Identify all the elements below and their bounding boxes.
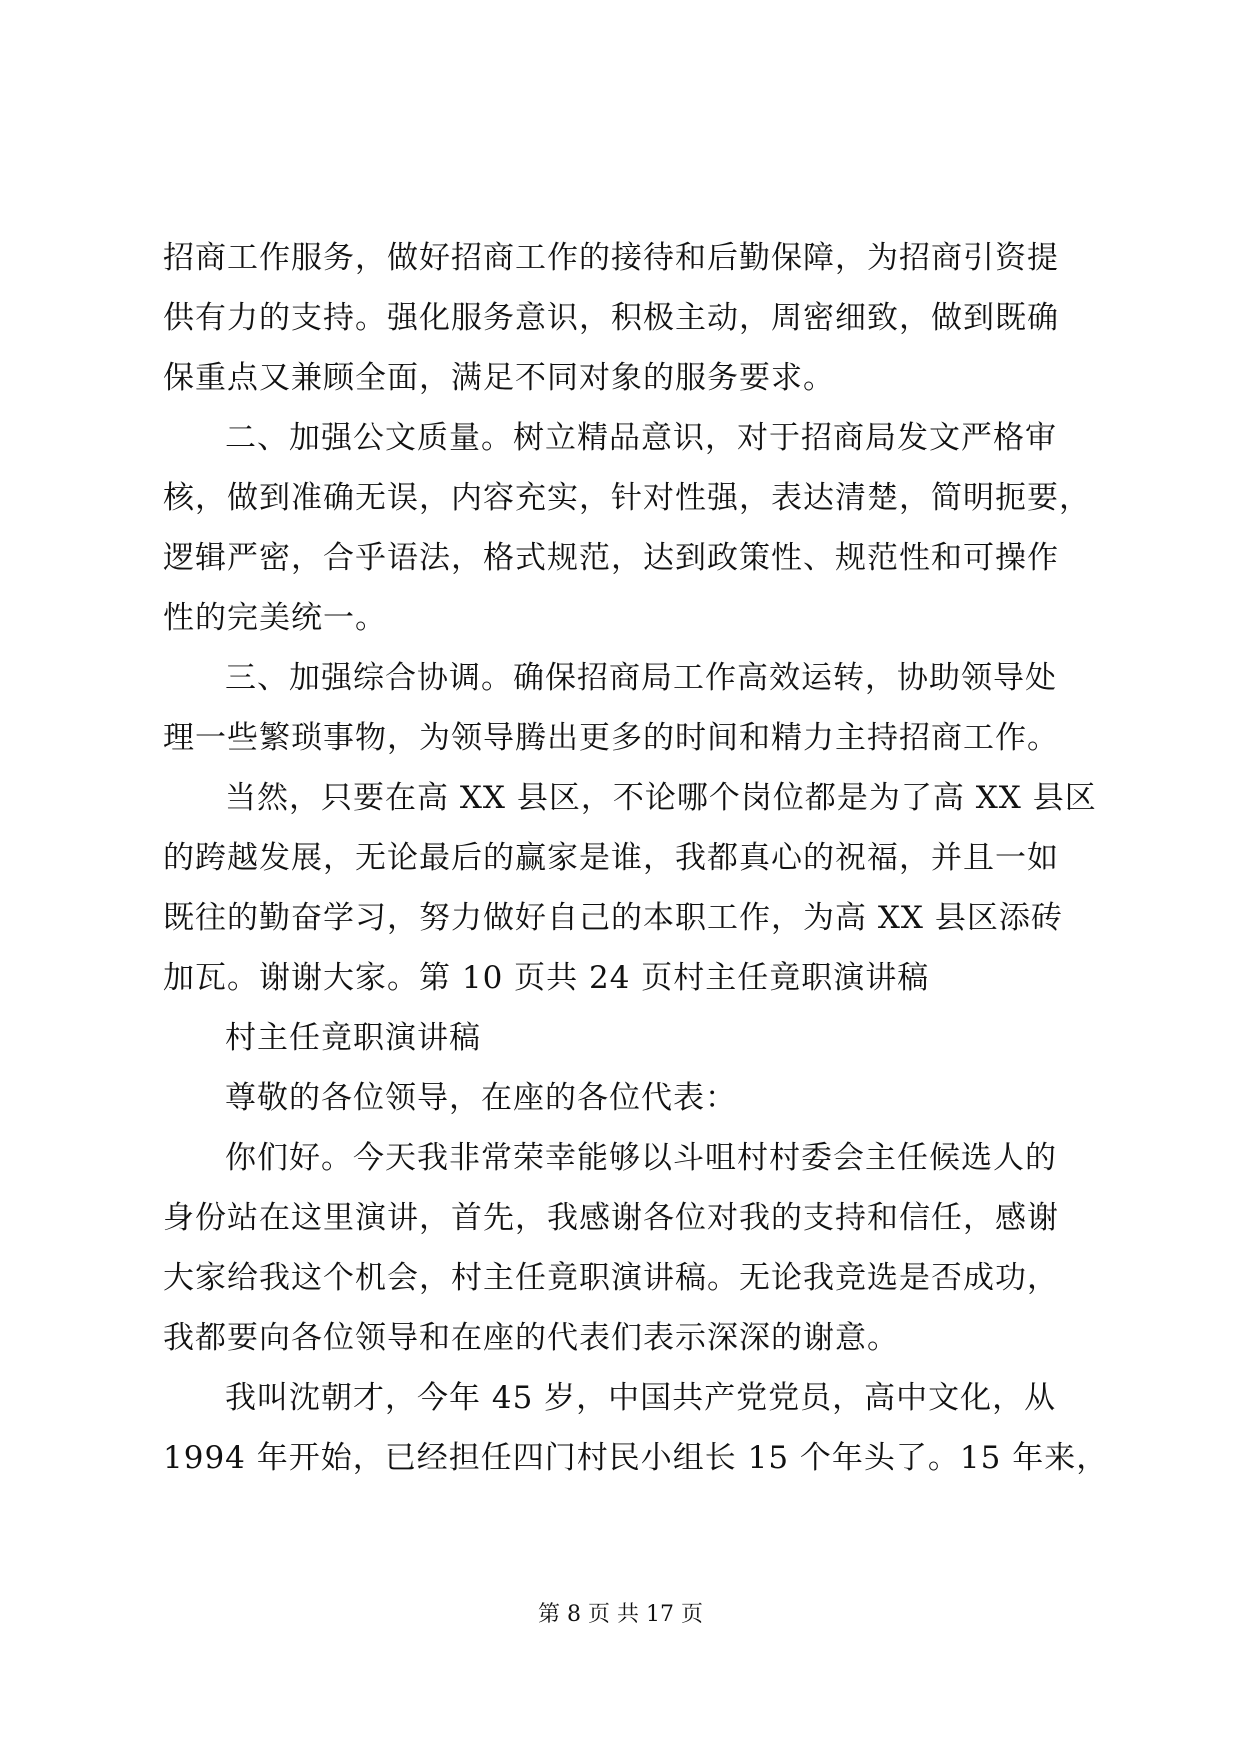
page-number-footer: 第 8 页 共 17 页: [538, 1602, 703, 1627]
text-line: 供有力的支持。强化服务意识，积极主动，周密细致，做到既确: [163, 300, 1059, 336]
text-line: 招商工作服务，做好招商工作的接待和后勤保障，为招商引资提: [163, 240, 1059, 276]
text-line: 我叫沈朝才，今年 45 岁，中国共产党党员，高中文化，从: [225, 1380, 1057, 1416]
text-line: 逻辑严密，合乎语法，格式规范，达到政策性、规范性和可操作: [163, 540, 1059, 576]
text-line: 身份站在这里演讲，首先，我感谢各位对我的支持和信任，感谢: [163, 1200, 1059, 1236]
paragraph-8: [163, 1368, 1109, 1488]
text-line: 既往的勤奋学习，努力做好自己的本职工作，为高 XX 县区添砖: [163, 900, 1063, 936]
text-line: 大家给我这个机会，村主任竟职演讲稿。无论我竞选是否成功，: [163, 1260, 1059, 1296]
paragraph-4: [163, 768, 1097, 1008]
section-title: [163, 1008, 1083, 1068]
document-body: [163, 228, 1109, 1488]
text-line: 的跨越发展，无论最后的赢家是谁，我都真心的祝福，并且一如: [163, 840, 1059, 876]
text-line: 加瓦。谢谢大家。第 10 页共 24 页村主任竟职演讲稿: [163, 960, 930, 996]
text-line: 我都要向各位领导和在座的代表们表示深深的谢意。: [163, 1320, 899, 1356]
text-line: 三、加强综合协调。确保招商局工作高效运转，协助领导处: [225, 660, 1057, 696]
paragraph-1: [163, 228, 1083, 408]
text-line: 1994 年开始，已经担任四门村民小组长 15 个年头了。15 年来，: [163, 1440, 1109, 1476]
text-line: 尊敬的各位领导，在座的各位代表：: [225, 1080, 737, 1116]
paragraph-2: [163, 408, 1091, 648]
text-line: 保重点又兼顾全面，满足不同对象的服务要求。: [163, 360, 835, 396]
paragraph-3: [163, 648, 1083, 768]
salutation: [163, 1068, 1083, 1128]
text-line: 你们好。今天我非常荣幸能够以斗咀村村委会主任候选人的: [225, 1140, 1057, 1176]
text-line: 理一些繁琐事物，为领导腾出更多的时间和精力主持招商工作。: [163, 720, 1059, 756]
text-line: 二、加强公文质量。树立精品意识，对于招商局发文严格审: [225, 420, 1057, 456]
text-line: 性的完美统一。: [163, 600, 387, 636]
text-line: 村主任竟职演讲稿: [225, 1020, 481, 1056]
paragraph-7: [163, 1128, 1083, 1368]
text-line: 核，做到准确无误，内容充实，针对性强，表达清楚，简明扼要，: [163, 480, 1091, 516]
text-line: 当然，只要在高 XX 县区，不论哪个岗位都是为了高 XX 县区: [225, 780, 1097, 816]
